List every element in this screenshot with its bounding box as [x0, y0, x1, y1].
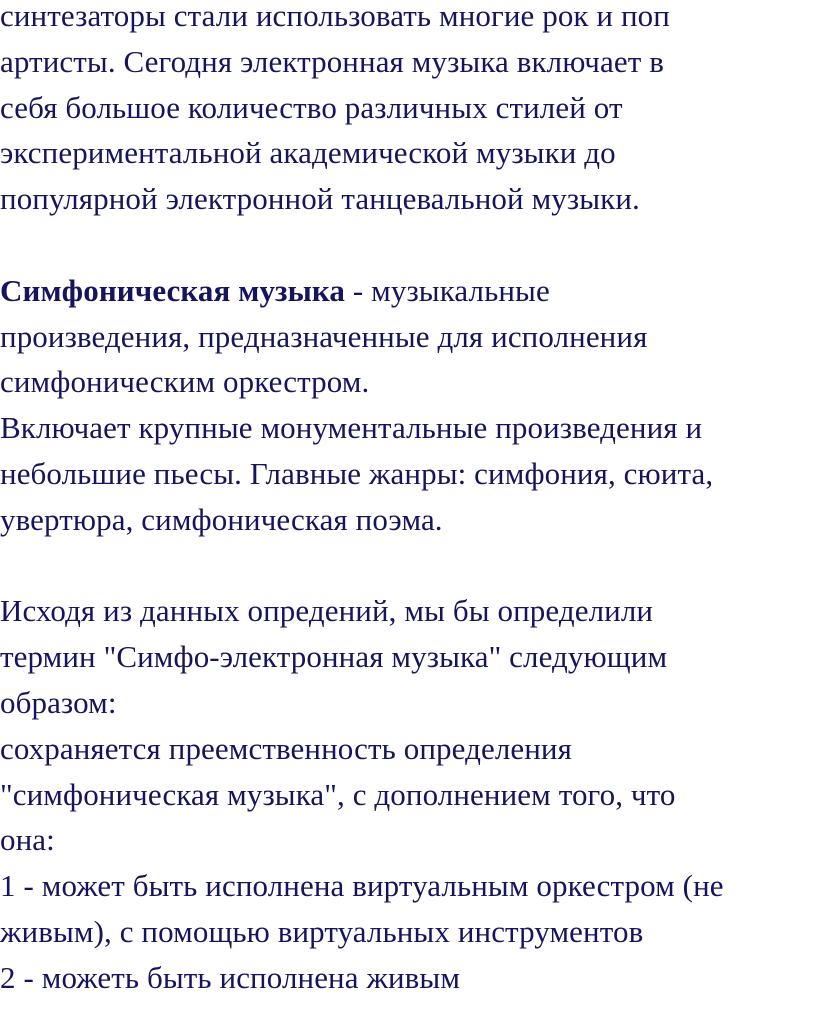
text-line: Включает крупные монументальные произведения и [0, 410, 703, 446]
text-line: синтезаторы стали использовать многие рок и поп [0, 0, 670, 33]
paragraph-spacer [0, 543, 816, 589]
defined-term: Симфоническая музыка [0, 272, 345, 308]
text-line: образом: [0, 684, 117, 720]
paragraph-symphonic-music [0, 268, 816, 543]
text-line: сохраняется преемственность определения [0, 730, 572, 766]
text-line: небольшие пьесы. Главные жанры: симфония, сюита, [0, 455, 714, 491]
paragraph-spacer [0, 222, 816, 268]
text-line: экспериментальной академической музыки до [0, 135, 616, 171]
text-line: артисты. Сегодня электронная музыка включает в [0, 43, 664, 79]
text-line: термин "Симфо-электронная музыка" следующим [0, 639, 668, 675]
list-item-2: 2 - можеть быть исполнена живым [0, 959, 461, 995]
text-line: симфоническим оркестром. [0, 364, 370, 400]
text-line: увертюра, симфоническая поэма. [0, 501, 443, 537]
text-line: Исходя из данных опредений, мы бы определили [0, 593, 654, 629]
text-line: популярной электронной танцевальной музыки. [0, 181, 640, 217]
paragraph-electronic-music [0, 0, 816, 222]
list-item-1: 1 - может быть исполнена виртуальным оркестром (не [0, 868, 724, 904]
text-line: произведения, предназначенные для исполнения [0, 318, 648, 354]
text-line: "симфоническая музыка", с дополнением того, что [0, 776, 676, 812]
definition-line [0, 268, 816, 314]
list-item-1-continued: живым), с помощью виртуальных инструментов [0, 913, 644, 949]
paragraph-symphoelectronic-definition [0, 588, 816, 1000]
definition-text: - музыкальные [345, 272, 550, 308]
text-line: она: [0, 822, 55, 858]
text-line: себя большое количество различных стилей от [0, 89, 623, 125]
